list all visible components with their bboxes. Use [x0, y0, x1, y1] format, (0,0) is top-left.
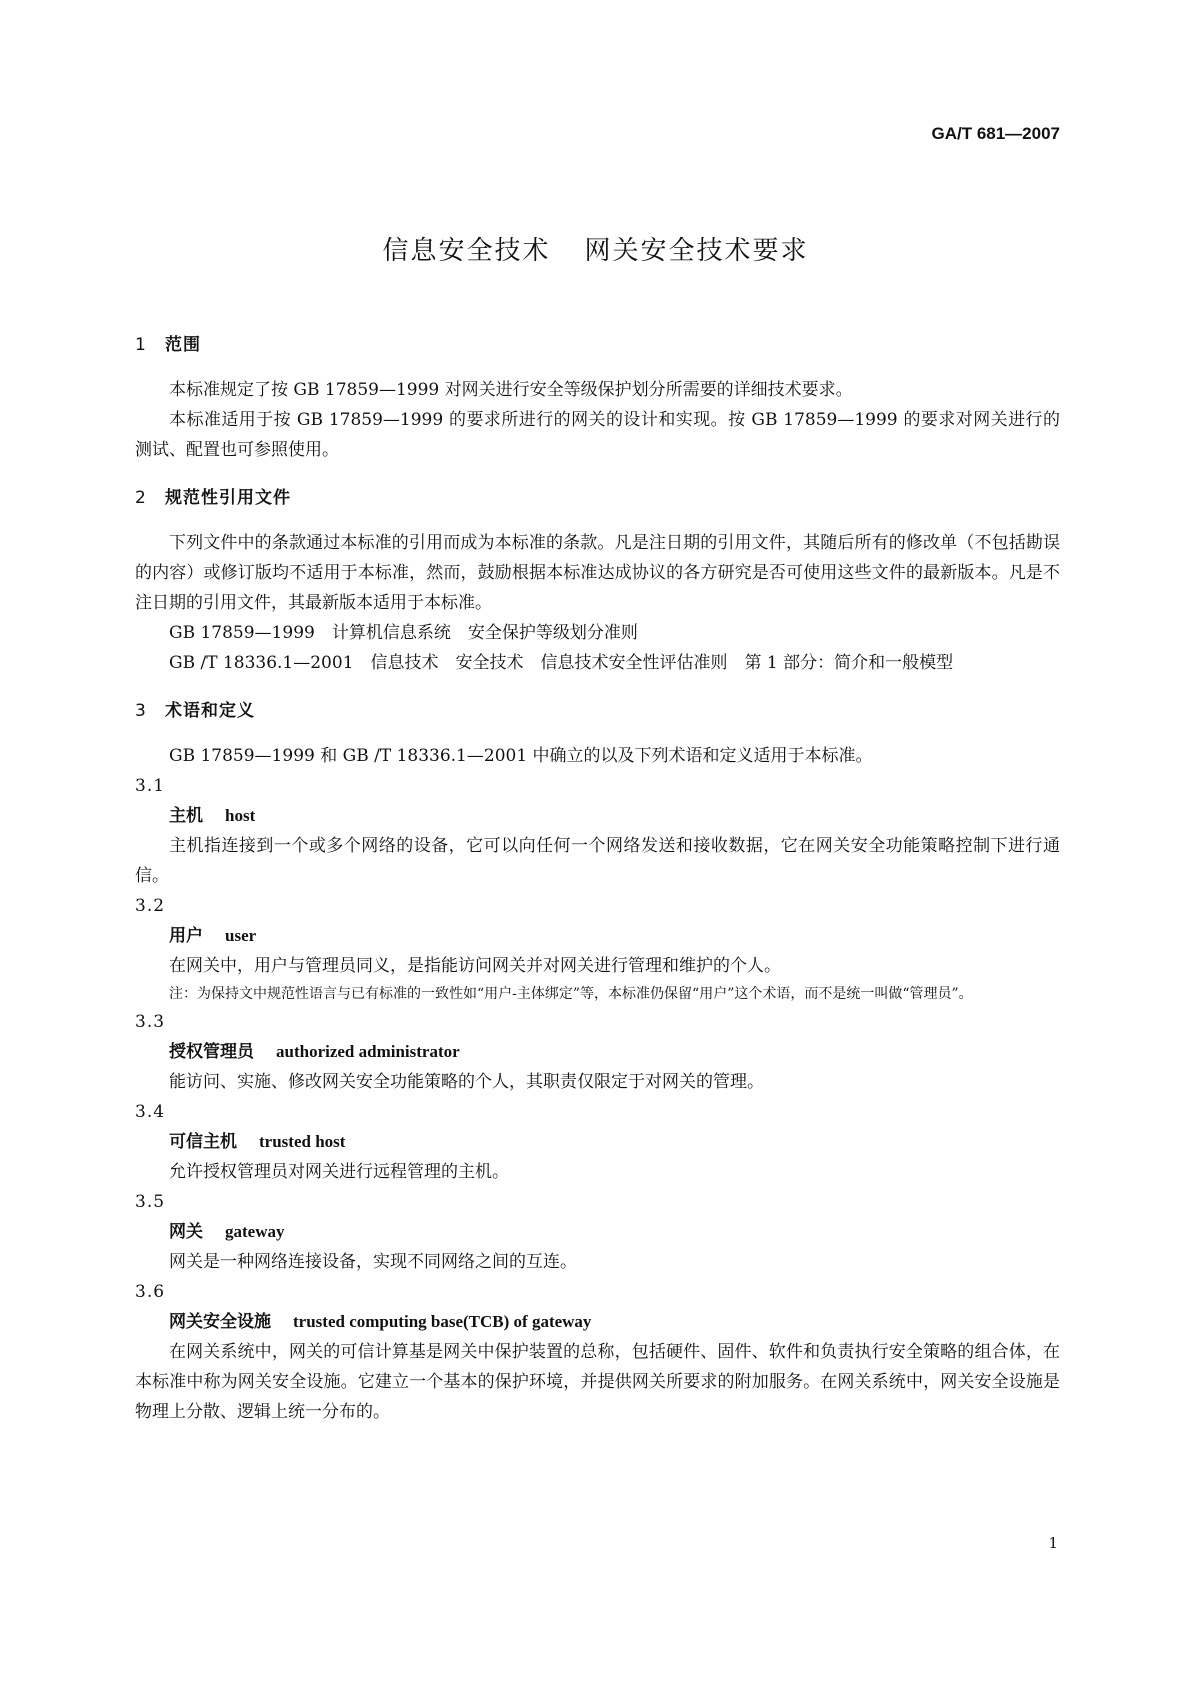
term-definition: 在网关中，用户与管理员同义，是指能访问网关并对网关进行管理和维护的个人。 [169, 956, 781, 976]
term-number: 3.6 [135, 1282, 166, 1302]
term-name: 网关 gateway [169, 1222, 285, 1242]
term-entry [135, 1187, 1060, 1277]
section-heading [135, 330, 1060, 355]
term-name: 授权管理员 authorized administrator [169, 1042, 460, 1062]
term-number: 3.5 [135, 1192, 166, 1212]
page-number: 1 [1048, 1534, 1058, 1552]
reference-item: GB /T 18336.1—2001 信息技术 安全技术 信息技术安全性评估准则 第 1 部分：简介和一般模型 [169, 653, 954, 673]
term-definition: 在网关系统中，网关的可信计算基是网关中保护装置的总称，包括硬件、固件、软件和负责执行安全策略的组合体，在本标准中称为网关安全设施。它建立一个基本的保护环境，并提供网关所要求的附加服务。在网关系统中，网关安全设施是物理上分散、逻辑上统一分布的。 [135, 1342, 1060, 1422]
paragraph: 本标准规定了按 GB 17859—1999 对网关进行安全等级保护划分所需要的详细技术要求。 [169, 380, 853, 400]
document-title [0, 230, 1191, 267]
title-part2: 网关安全技术要求 [584, 236, 809, 266]
section-normative-references [135, 483, 1060, 678]
term-definition: 网关是一种网络连接设备，实现不同网络之间的互连。 [169, 1252, 577, 1272]
term-entry [135, 891, 1060, 1007]
term-note: 注：为保持文中规范性语言与已有标准的一致性如“用户-主体绑定”等，本标准仍保留“用户”这个术语，而不是统一叫做“管理员”。 [169, 986, 973, 1002]
section-heading [135, 696, 1060, 721]
section-number: 2 [135, 488, 147, 508]
section-terms-definitions [135, 696, 1060, 1427]
term-name: 网关安全设施 trusted computing base(TCB) of gateway [169, 1312, 592, 1332]
term-name: 主机 host [169, 806, 256, 826]
section-title: 范围 [165, 335, 201, 355]
term-entry [135, 1277, 1060, 1427]
section-number: 1 [135, 335, 147, 355]
document-body [135, 330, 1060, 1427]
section-number: 3 [135, 701, 147, 721]
term-definition: 允许授权管理员对网关进行远程管理的主机。 [169, 1162, 509, 1182]
section-heading [135, 483, 1060, 508]
title-part1: 信息安全技术 [382, 236, 551, 266]
paragraph: 本标准适用于按 GB 17859—1999 的要求所进行的网关的设计和实现。按 GB 17859—1999 的要求对网关进行的测试、配置也可参照使用。 [135, 410, 1060, 460]
paragraph: GB 17859—1999 和 GB /T 18336.1—2001 中确立的以及下列术语和定义适用于本标准。 [169, 746, 873, 766]
section-title: 规范性引用文件 [165, 488, 291, 508]
term-number: 3.2 [135, 896, 166, 916]
paragraph: 下列文件中的条款通过本标准的引用而成为本标准的条款。凡是注日期的引用文件，其随后所有的修改单（不包括勘误的内容）或修订版均不适用于本标准，然而，鼓励根据本标准达成协议的各方研究是否可使用这些文件的最新版本。凡是不注日期的引用文件，其最新版本适用于本标准。 [135, 533, 1060, 613]
reference-item: GB 17859—1999 计算机信息系统 安全保护等级划分准则 [169, 623, 638, 643]
term-entry [135, 1007, 1060, 1097]
term-name: 可信主机 trusted host [169, 1132, 346, 1152]
term-entry [135, 771, 1060, 891]
term-number: 3.4 [135, 1102, 166, 1122]
term-number: 3.1 [135, 776, 166, 796]
term-number: 3.3 [135, 1012, 166, 1032]
section-title: 术语和定义 [165, 701, 255, 721]
term-name: 用户 user [169, 926, 257, 946]
standard-code: GA/T 681—2007 [931, 124, 1060, 143]
term-definition: 能访问、实施、修改网关安全功能策略的个人，其职责仅限定于对网关的管理。 [169, 1072, 764, 1092]
term-definition: 主机指连接到一个或多个网络的设备，它可以向任何一个网络发送和接收数据，它在网关安全功能策略控制下进行通信。 [135, 836, 1060, 886]
section-scope [135, 330, 1060, 465]
term-entry [135, 1097, 1060, 1187]
